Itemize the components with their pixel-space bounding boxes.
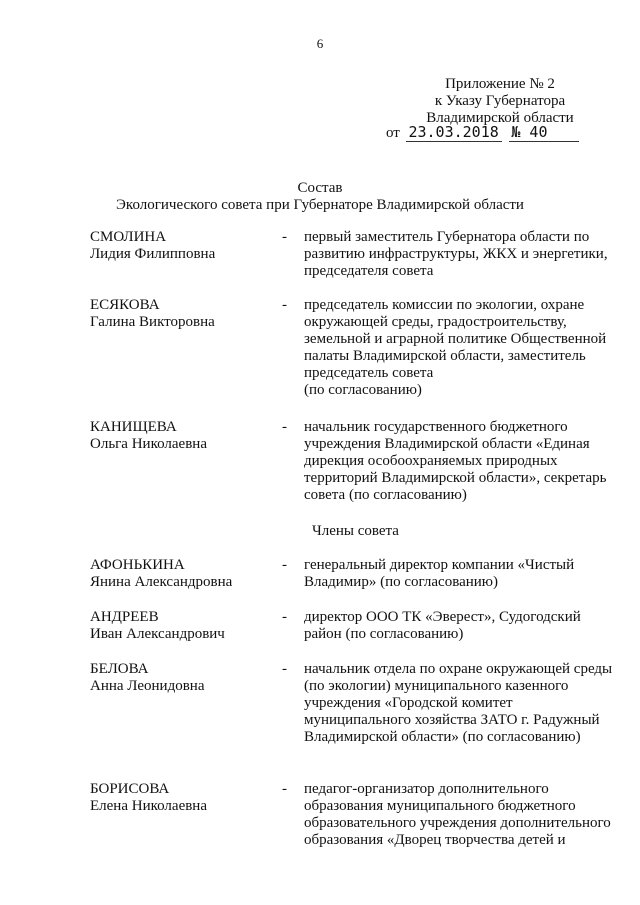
dash: - (282, 229, 287, 245)
role-line: палаты Владимирской области, заместитель (304, 348, 586, 364)
role-line: директор ООО ТК «Эверест», Судогодский (304, 609, 581, 625)
number-sign: № (511, 123, 521, 141)
role-line: образования муниципального бюджетного (304, 798, 576, 814)
role-line: окружающей среды, градостроительству, (304, 314, 567, 330)
person-surname: АФОНЬКИНА (90, 557, 185, 573)
person-given-name: Елена Николаевна (90, 798, 207, 814)
dash: - (282, 609, 287, 625)
role-line: первый заместитель Губернатора области по (304, 229, 590, 245)
person-role (304, 609, 614, 643)
person-name (90, 297, 280, 331)
person-surname: КАНИЩЕВА (90, 419, 177, 435)
role-line: учреждения «Городской комитет (304, 695, 513, 711)
person-name (90, 661, 280, 695)
person-role (304, 781, 614, 849)
person-given-name: Галина Викторовна (90, 314, 215, 330)
role-line: образовательного учреждения дополнительного (304, 815, 611, 831)
person-given-name: Янина Александровна (90, 574, 233, 590)
from-label: от (386, 125, 400, 141)
role-line: председатель совета (304, 365, 434, 381)
person-surname: СМОЛИНА (90, 229, 167, 245)
person-name (90, 557, 280, 591)
role-line: земельной и аграрной политике Общественной (304, 331, 607, 347)
role-line: Владимир» (по согласованию) (304, 574, 498, 590)
decree-date-line (386, 124, 606, 142)
person-role (304, 297, 614, 399)
role-line: (по экологии) муниципального казенного (304, 678, 569, 694)
person-surname: БЕЛОВА (90, 661, 149, 677)
person-role (304, 229, 614, 280)
role-line: начальник государственного бюджетного (304, 419, 568, 435)
person-name (90, 781, 280, 815)
person-role (304, 557, 614, 591)
person-role (304, 661, 614, 746)
page-number: 6 (316, 36, 324, 51)
person-surname: АНДРЕЕВ (90, 609, 159, 625)
role-line: дирекция особоохраняемых природных (304, 453, 558, 469)
document-title (0, 180, 640, 214)
members-heading: Члены совета (312, 523, 399, 539)
appendix-line-3: Владимирской области (426, 110, 574, 126)
role-line: председатель комиссии по экологии, охране (304, 297, 585, 313)
person-name (90, 609, 280, 643)
dash: - (282, 661, 287, 677)
decree-number: 40 (529, 123, 548, 141)
person-given-name: Лидия Филипповна (90, 246, 216, 262)
appendix-line-2: к Указу Губернатора (434, 93, 566, 109)
person-given-name: Иван Александрович (90, 626, 225, 642)
role-line: территорий Владимирской области», секретарь (304, 470, 607, 486)
role-line: Владимирской области» (по согласованию) (304, 729, 581, 745)
role-line: начальник отдела по охране окружающей среды (304, 661, 613, 677)
title-line-1: Состав (297, 180, 343, 196)
role-line: совета (по согласованию) (304, 487, 467, 503)
person-surname: БОРИСОВА (90, 781, 170, 797)
role-line: генеральный директор компании «Чистый (304, 557, 575, 573)
person-name (90, 419, 280, 453)
dash: - (282, 557, 287, 573)
role-line: председателя совета (304, 263, 434, 279)
role-line: муниципального хозяйства ЗАТО г. Радужный (304, 712, 600, 728)
appendix-header (400, 76, 600, 127)
person-role (304, 419, 614, 504)
person-surname: ЕСЯКОВА (90, 297, 160, 313)
dash: - (282, 297, 287, 313)
role-line: образования «Дворец творчества детей и (304, 832, 566, 848)
role-line: район (по согласованию) (304, 626, 464, 642)
dash: - (282, 419, 287, 435)
person-given-name: Анна Леонидовна (90, 678, 205, 694)
role-line: учреждения Владимирской области «Единая (304, 436, 590, 452)
person-name (90, 229, 280, 263)
title-line-2: Экологического совета при Губернаторе Владимирской области (116, 197, 524, 213)
decree-number-field (509, 124, 579, 142)
role-line: педагог-организатор дополнительного (304, 781, 549, 797)
role-line: (по согласованию) (304, 382, 422, 398)
person-given-name: Ольга Николаевна (90, 436, 207, 452)
decree-date: 23.03.2018 (406, 124, 502, 142)
role-line: развитию инфраструктуры, ЖКХ и энергетики, (304, 246, 608, 262)
appendix-line-1: Приложение № 2 (445, 76, 555, 92)
dash: - (282, 781, 287, 797)
